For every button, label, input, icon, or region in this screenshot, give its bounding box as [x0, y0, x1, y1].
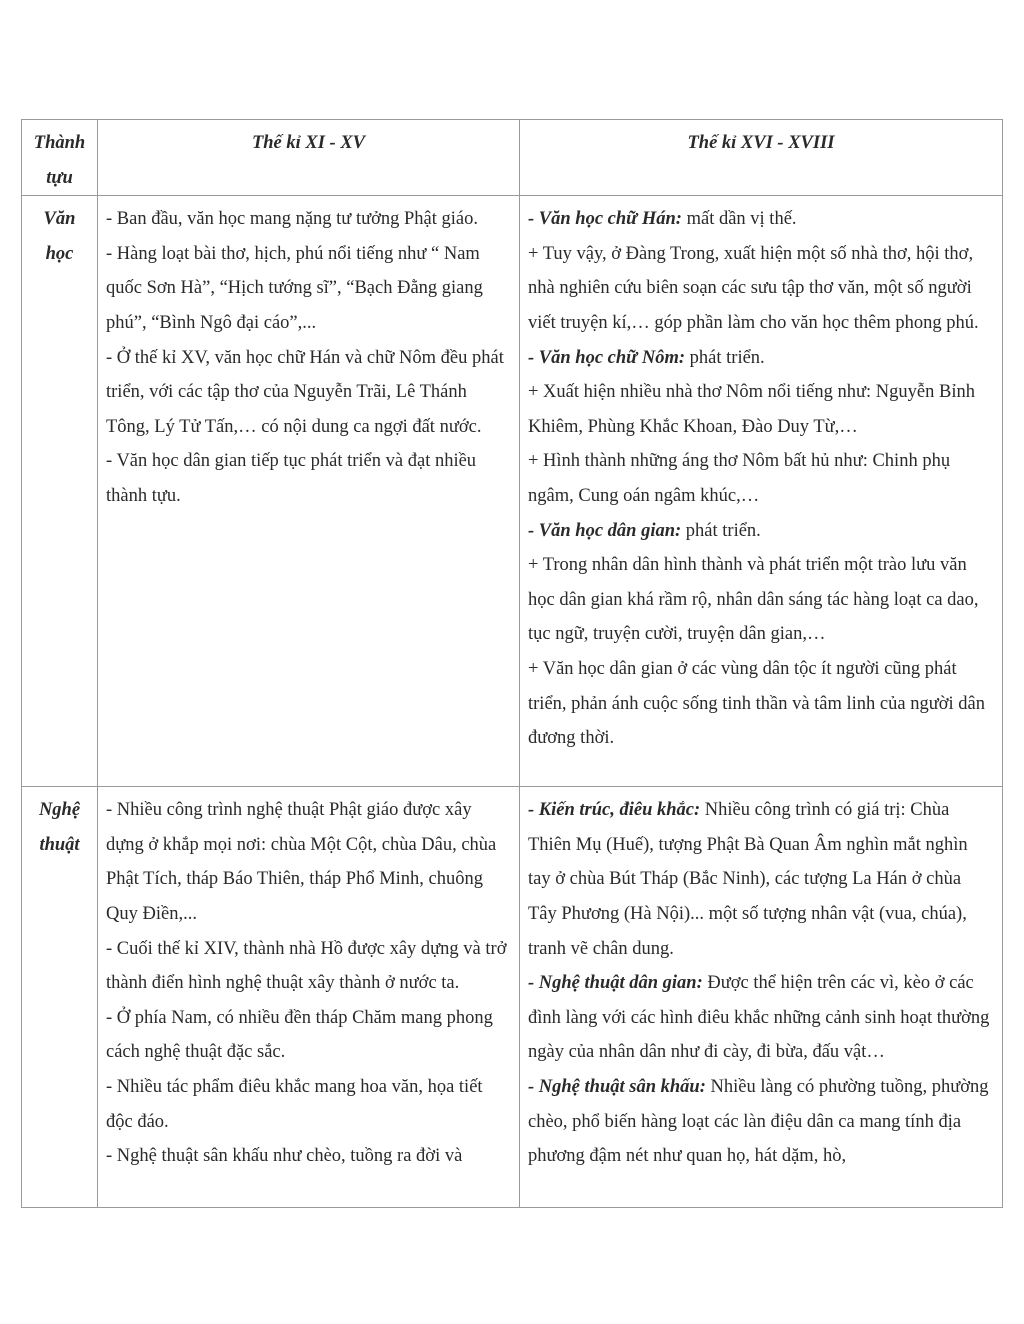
- section-text: + Xuất hiện nhiều nhà thơ Nôm nổi tiếng như: Nguyễn Bỉnh Khiêm, Phùng Khắc Khoan, Đào Duy Từ,…: [528, 382, 975, 437]
- literature-p2-item: [528, 237, 994, 341]
- art-p1-item: - Nhiều công trình nghệ thuật Phật giáo được xây dựng ở khắp mọi nơi: chùa Một Cột, chùa Dâu, chùa Phật Tích, tháp Báo Thiên, tháp Phổ Minh, chuông Quy Điền,...: [106, 800, 497, 924]
- literature-p2-item: [528, 514, 994, 549]
- section-text: Nhiều công trình có giá trị: Chùa Thiên Mụ (Huế), tượng Phật Bà Quan Âm nghìn mắt nghìn tay ở chùa Bút Tháp (Bắc Ninh), các tượng La Hán ở chùa Tây Phương (Hà Nội)... một số tượng nhân vật (vua, chúa), tranh vẽ chân dung.: [528, 800, 968, 959]
- literature-period-2-cell: [520, 196, 1003, 787]
- section-text: Được thể hiện trên các vì, kèo ở các đình làng với các hình điêu khắc những cảnh sinh hoạt thường ngày của nhân dân như đi cày, đi bừa, đấu vật…: [528, 973, 990, 1063]
- section-text: + Trong nhân dân hình thành và phát triển một trào lưu văn học dân gian khá rầm rộ, nhân dân sáng tác hàng loạt ca dao, tục ngữ, truyện cười, truyện dân gian,…: [528, 555, 979, 645]
- header-period-1: Thế kỉ XI - XV: [98, 120, 520, 196]
- section-heading: - Nghệ thuật sân khấu:: [528, 1076, 706, 1097]
- section-text: phát triển.: [681, 520, 761, 541]
- art-p1-item: - Ở phía Nam, có nhiều đền tháp Chăm mang phong cách nghệ thuật đặc sắc.: [106, 1007, 493, 1063]
- section-heading: - Văn học chữ Hán:: [528, 209, 682, 230]
- section-heading: - Kiến trúc, điêu khắc:: [528, 800, 701, 821]
- literature-p1-item: - Văn học dân gian tiếp tục phát triển và đạt nhiều thành tựu.: [106, 451, 477, 506]
- literature-p2-item: [528, 548, 994, 652]
- literature-p1-item: - Ở thế kỉ XV, văn học chữ Hán và chữ Nôm đều phát triển, với các tập thơ của Nguyễn Trãi, Lê Thánh Tông, Lý Tử Tấn,… có nội dung ca ngợi đất nước.: [106, 347, 504, 437]
- art-p2-item: [528, 1070, 994, 1174]
- literature-period-1-cell: [98, 196, 520, 787]
- category-literature: Văn học: [22, 196, 98, 787]
- art-period-2-cell: [520, 787, 1003, 1208]
- art-period-1-cell: [98, 787, 520, 1208]
- art-p1-item: - Nghệ thuật sân khấu như chèo, tuồng ra đời và: [106, 1146, 463, 1167]
- art-p1-item: - Nhiều tác phẩm điêu khắc mang hoa văn, họa tiết độc đáo.: [106, 1076, 483, 1132]
- section-text: phát triển.: [685, 347, 765, 368]
- header-achievement: Thành tựu: [22, 120, 98, 196]
- header-period-2: Thế kỉ XVI - XVIII: [520, 120, 1003, 196]
- section-text: + Tuy vậy, ở Đàng Trong, xuất hiện một số nhà thơ, hội thơ, nhà nghiên cứu biên soạn các sưu tập thơ văn, một số người viết truyện kí,… góp phần làm cho văn học thêm phong phú.: [528, 243, 979, 333]
- literature-p1-item: - Hàng loạt bài thơ, hịch, phú nổi tiếng như “ Nam quốc Sơn Hà”, “Hịch tướng sĩ”, “Bạch Đằng giang phú”, “Bình Ngô đại cáo”,...: [106, 243, 483, 333]
- art-p2-item: [528, 793, 994, 966]
- section-heading: - Văn học dân gian:: [528, 520, 682, 541]
- literature-p2-item: [528, 652, 994, 756]
- literature-p2-item: [528, 341, 994, 376]
- literature-p1-item: - Ban đầu, văn học mang nặng tư tưởng Phật giáo.: [106, 209, 479, 230]
- literature-row: [22, 196, 1003, 787]
- art-p2-item: [528, 966, 994, 1070]
- art-row: [22, 787, 1003, 1208]
- section-text: + Văn học dân gian ở các vùng dân tộc ít người cũng phát triển, phản ánh cuộc sống tinh thần và tâm linh của người dân đương thời.: [528, 658, 986, 749]
- header-row: [22, 120, 1003, 196]
- section-text: + Hình thành những áng thơ Nôm bất hủ như: Chinh phụ ngâm, Cung oán ngâm khúc,…: [528, 451, 951, 506]
- art-p1-item: - Cuối thế kỉ XIV, thành nhà Hồ được xây dựng và trở thành điển hình nghệ thuật xây thành ở nước ta.: [106, 938, 507, 994]
- section-text: Nhiều làng có phường tuồng, phường chèo, phổ biến hàng loạt các làn điệu dân ca mang tính địa phương đậm nét như quan họ, hát dặm, hò,: [528, 1076, 989, 1167]
- literature-p2-item: [528, 444, 994, 513]
- section-heading: - Văn học chữ Nôm:: [528, 347, 686, 368]
- literature-p2-item: [528, 375, 994, 444]
- section-text: mất dần vị thế.: [681, 209, 797, 230]
- achievements-table: [21, 119, 1003, 1208]
- section-heading: - Nghệ thuật dân gian:: [528, 973, 703, 994]
- category-art: Nghệ thuật: [22, 787, 98, 1208]
- literature-p2-item: [528, 202, 994, 237]
